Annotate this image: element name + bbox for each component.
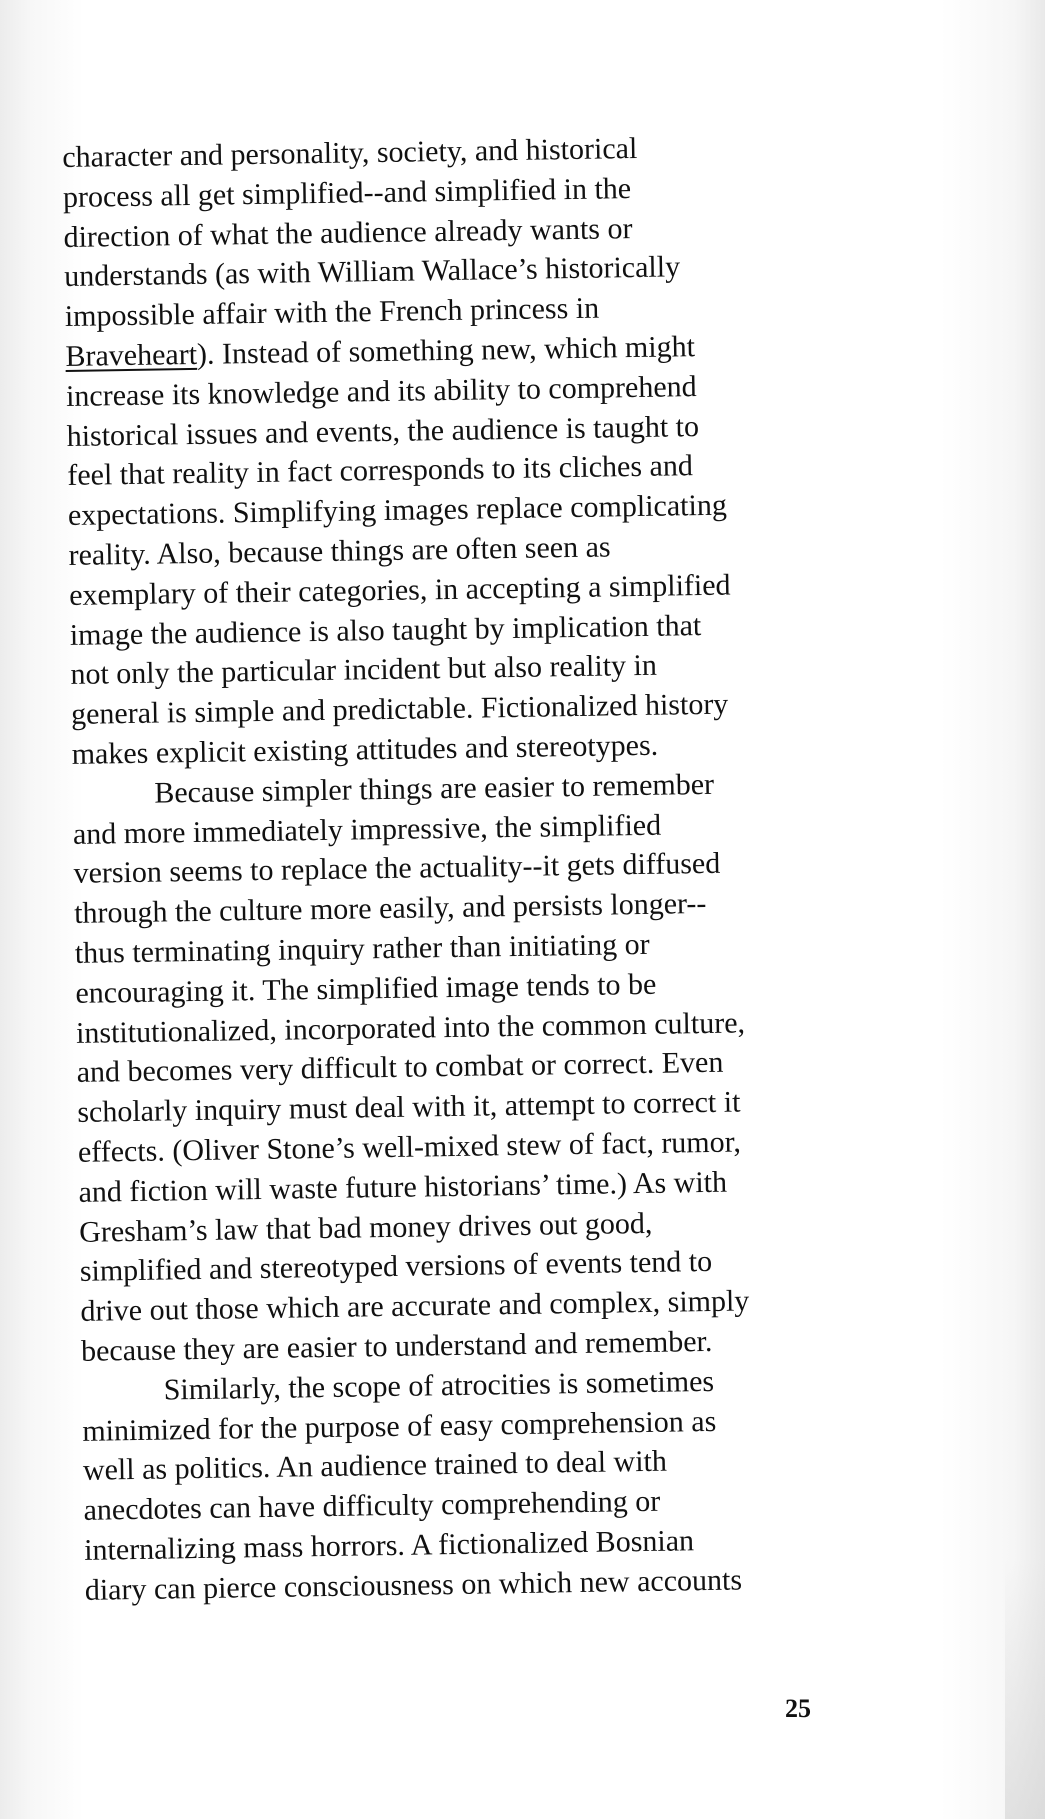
text-line: internalizing mass horrors. A fictionalized Bosnian: [83, 1524, 695, 1567]
text-line: feel that reality in fact corresponds to its cliches and: [67, 449, 694, 493]
text-line: character and personality, society, and historical: [62, 131, 638, 174]
text-line-continuation: ). Instead of something new, which might: [196, 330, 696, 371]
text-line: Gresham’s law that bad money drives out good,: [78, 1206, 653, 1249]
paragraph-start-line: Similarly, the scope of atrocities is sometimes: [163, 1364, 715, 1407]
text-line: anecdotes can have difficulty comprehending or: [83, 1484, 661, 1527]
text-line: and becomes very difficult to combat or correct. Even: [76, 1046, 724, 1090]
film-title-braveheart: Braveheart: [65, 337, 198, 373]
text-line: because they are easier to understand and remember.: [80, 1324, 713, 1368]
text-line: minimized for the purpose of easy comprehension as: [82, 1404, 717, 1448]
text-line: through the culture more easily, and persists longer--: [73, 887, 707, 931]
text-line: understands (as with William Wallace’s historically: [63, 250, 681, 294]
page-edge-shadow: [1005, 1559, 1045, 1819]
text-line: encouraging it. The simplified image tends to be: [75, 967, 657, 1010]
paragraph-start-line: Because simpler things are easier to remember: [154, 767, 715, 810]
text-line: and more immediately impressive, the simplified: [72, 808, 662, 851]
text-line: thus terminating inquiry rather than initiating or: [74, 927, 650, 970]
text-line: general is simple and predictable. Fictionalized history: [70, 687, 729, 732]
text-line: historical issues and events, the audience is taught to: [66, 409, 700, 453]
text-line: exemplary of their categories, in accepting a simplified: [68, 568, 731, 612]
text-line: scholarly inquiry must deal with it, attempt to correct it: [77, 1085, 741, 1130]
text-line: version seems to replace the actuality--it gets diffused: [73, 847, 721, 891]
text-line: direction of what the audience already wants or: [63, 211, 633, 254]
text-line: effects. (Oliver Stone’s well-mixed stew of fact, rumor,: [77, 1125, 742, 1169]
text-line: expectations. Simplifying images replace complicating: [67, 488, 728, 533]
text-line: diary can pierce consciousness on which new accounts: [84, 1563, 743, 1607]
text-line: reality. Also, because things are often seen as: [68, 530, 611, 572]
text-line: not only the particular incident but also reality in: [70, 649, 658, 692]
text-line: and fiction will waste future historians’ time.) As with: [78, 1165, 728, 1209]
page-number: 25: [785, 1694, 811, 1723]
text-line: image the audience is also taught by implication that: [69, 608, 702, 652]
text-line: drive out those which are accurate and complex, simply: [80, 1284, 750, 1328]
text-line: institutionalized, incorporated into the common culture,: [75, 1005, 746, 1050]
text-line: simplified and stereotyped versions of events tend to: [79, 1245, 713, 1289]
text-line: increase its knowledge and its ability to comprehend: [65, 369, 697, 413]
text-line: impossible affair with the French princess in: [64, 291, 600, 334]
body-text: [62, 126, 875, 1611]
text-line: process all get simplified--and simplified in the: [62, 171, 632, 214]
text-line: well as politics. An audience trained to deal with: [82, 1444, 668, 1488]
text-line: makes explicit existing attitudes and stereotypes.: [71, 728, 659, 771]
